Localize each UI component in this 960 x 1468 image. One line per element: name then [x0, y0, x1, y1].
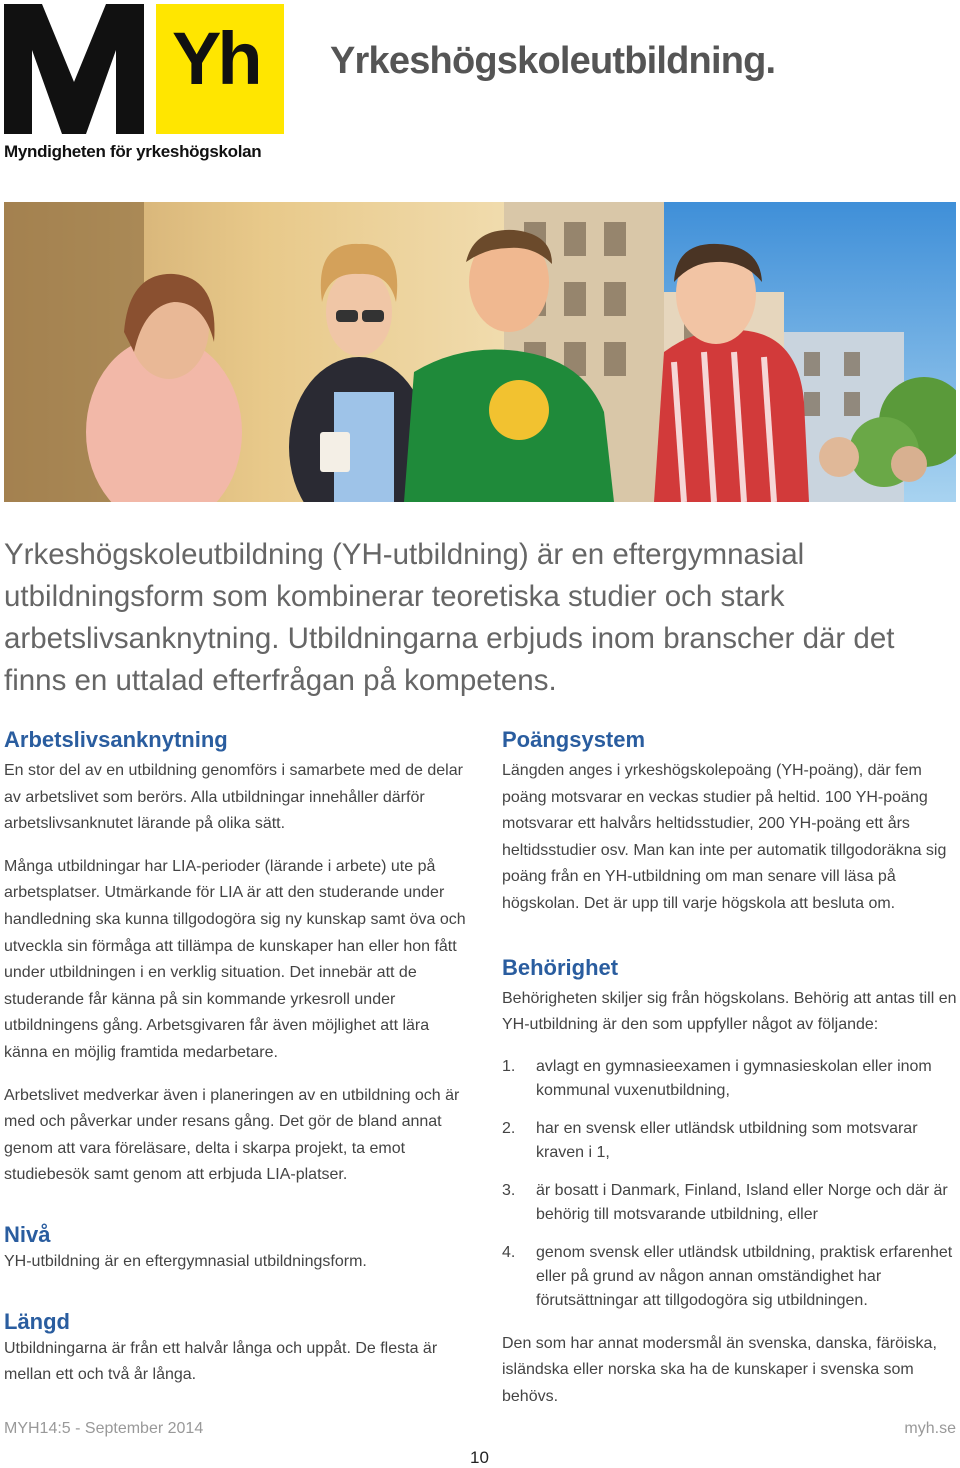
logo-yh-badge: [156, 4, 284, 134]
logo-m-icon: [4, 4, 144, 134]
behorighet-closing: Den som har annat modersmål än svenska, danska, färöiska, isländska eller norska ska ha de kunskaper i svenska som behövs.: [502, 1334, 937, 1405]
right-column: [502, 726, 958, 1411]
behorighet-text: Behörigheten skiljer sig från högskolans. Behörig att antas till en YH-utbildning är den som uppfyller något av följande:: [502, 989, 957, 1034]
heading-arbetslivsanknytning: Arbetslivsanknytning: [4, 727, 228, 752]
footer-document-id: MYH14:5 - September 2014: [4, 1420, 204, 1437]
heading-behorighet: Behörighet: [502, 954, 619, 980]
heading-niva: Nivå: [4, 1221, 51, 1247]
list-item: 1. avlagt en gymnasieexamen i gymnasieskolan eller inom kommunal vuxenutbildning,: [502, 1057, 932, 1099]
page-number: 10: [470, 1448, 489, 1467]
agency-logo: [4, 4, 284, 162]
left-column: [4, 726, 474, 1389]
list-item: 4. genom svensk eller utländsk utbildning, praktisk erfarenhet eller på grund av någon annan omständighet har förutsättningar att tillgodogöra sig utbildningen.: [502, 1243, 953, 1309]
niva-text: YH-utbildning är en eftergymnasial utbildningsform.: [4, 1252, 367, 1270]
heading-poangsystem: Poängsystem: [502, 727, 646, 752]
list-item: 3. är bosatt i Danmark, Finland, Island eller Norge och där är behörig till motsvarande utbildning, eller: [502, 1181, 948, 1223]
heading-langd: Längd: [4, 1308, 70, 1334]
list-item: 2. har en svensk eller utländsk utbildning som motsvarar kraven i 1,: [502, 1119, 918, 1161]
logo-tagline: Myndigheten för yrkeshögskolan: [4, 142, 262, 161]
document-title: Yrkeshögskoleutbildning.: [330, 40, 776, 82]
students-photo-illustration: [4, 202, 956, 502]
arbetsliv-paragraph-3: Arbetslivet medverkar även i planeringen av en utbildning och är med och påverkar under resans gång. Det gör de bland annat genom att vara föreläsare, delta i skarpa projekt, ta emot studiebesök samt genom att erbjuda LIA-platser.: [4, 1086, 460, 1184]
logo-yh-text: Yh: [172, 17, 259, 100]
arbetsliv-paragraph-1: En stor del av en utbildning genomförs i samarbete med de delar av arbetslivet som berörs. Alla utbildningar innehåller därför arbetslivsanknutet lärande på olika sätt.: [4, 762, 463, 833]
behorighet-list: [502, 1055, 958, 1313]
footer-website: myh.se: [904, 1420, 956, 1437]
arbetsliv-paragraph-2: Många utbildningar har LIA-perioder (lärande i arbete) ute på arbetsplatser. Utmärkande för LIA är att den studerande under handledning ska kunna tillgodogöra sig ny kunskap samt öva och utveckla sin förmåga att tillämpa de kunskaper han eller hon fått under utbildningen i en verklig situation. Det innebär att de studerande får känna på sin kommande yrkesroll under utbildningens gång. Arbetsgivaren får även möjlighet att lära känna en möjlig framtida medarbetare.: [4, 857, 466, 1061]
langd-text: Utbildningarna är från ett halvår långa och uppåt. De flesta är mellan ett och två år långa.: [4, 1339, 438, 1384]
hero-photo: [4, 202, 956, 502]
poang-text: Längden anges i yrkeshögskolepoäng (YH-poäng), där fem poäng motsvarar en veckas studier på heltid. 100 YH-poäng motsvarar ett halvårs heltidsstudier, 200 YH-poäng ett års heltidsstudier osv. Man kan inte per automatik tillgodoräkna sig poäng från en YH-utbildning om man senare vill läsa på högskolan. Det är upp till varje högskola att besluta om.: [502, 762, 947, 912]
intro-paragraph: Yrkeshögskoleutbildning (YH-utbildning) är en eftergymnasial utbildningsform som kombinerar teoretiska studier och stark arbetslivsanknytning. Utbildningarna erbjuds inom branscher där det finns en uttalad efterfrågan på kompetens.: [4, 538, 895, 697]
